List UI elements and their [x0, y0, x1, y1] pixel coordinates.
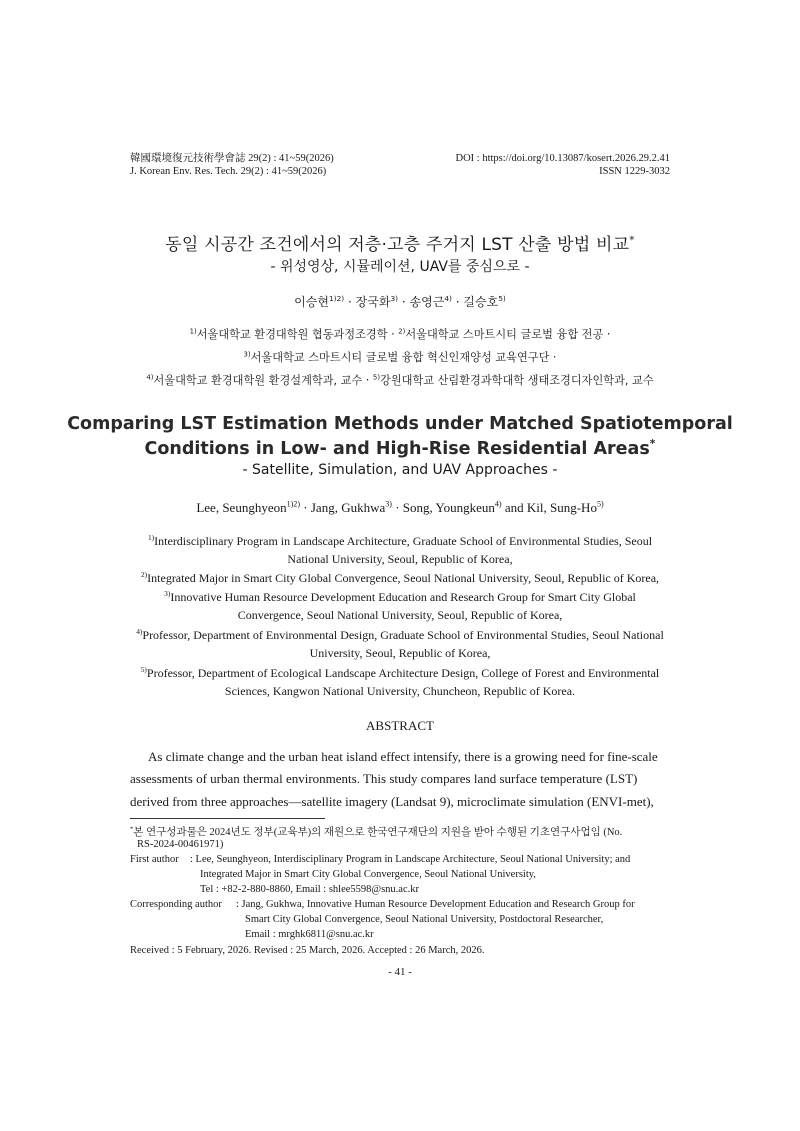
aff-sup: 1) [147, 533, 155, 542]
aff-text: Integrated Major in Smart City Global Convergence, Seoul National University, Seoul, Republic of Korea, [147, 571, 660, 585]
english-author-1-sup: 1)2) [286, 499, 301, 509]
aff-line: University, Seoul, Republic of Korea, [309, 646, 491, 660]
korean-author-4-sup: 5) [498, 294, 506, 303]
first-author-line-1: : Lee, Seunghyeon, Interdisciplinary Program in Landscape Architecture, Seoul National University; and [190, 854, 631, 865]
funding-mark: * [130, 825, 134, 833]
ko-aff-sup: 2) [398, 327, 406, 336]
korean-affiliation-line-1 [0, 326, 800, 342]
english-title-mark: * [649, 437, 656, 451]
english-author-4: Kil, Sung-Ho [526, 500, 597, 515]
aff-line: Sciences, Kangwon National University, Chuncheon, Republic of Korea. [224, 684, 576, 698]
english-author-sep: · [300, 500, 311, 515]
aff-line: Convergence, Seoul National University, Seoul, Republic of Korea, [237, 608, 563, 622]
aff-line [128, 588, 672, 606]
korean-author-sep: · [344, 295, 356, 309]
english-author-2: Jang, Gukhwa [310, 500, 386, 515]
korean-affiliation-line-2 [0, 349, 800, 365]
corresponding-author-line-2: Smart City Global Convergence, Seoul National University, Postdoctoral Researcher, [245, 914, 604, 925]
korean-author-3-sup: 4) [444, 294, 452, 303]
aff-sup: 3) [164, 589, 171, 598]
abstract-line-2: assessments of urban thermal environments. This study compares land surface temperature (LST) [130, 771, 638, 786]
funding-footnote-line-2: RS-2024-00461971) [137, 839, 224, 850]
korean-author-2: 장국화 [355, 295, 391, 309]
english-author-sep: and [501, 500, 527, 515]
aff-text: Professor, Department of Ecological Landscape Architecture Design, College of Forest and Environmental [146, 666, 660, 680]
corresponding-author-line-1: : Jang, Gukhwa, Innovative Human Resource Development Education and Research Group for [236, 899, 635, 910]
english-author-1: Lee, Seunghyeon [196, 500, 287, 515]
ko-aff-text: 강원대학교 산림환경과학대학 생태조경디자인학과, 교수 [380, 374, 654, 387]
journal-citation-english: J. Korean Env. Res. Tech. 29(2) : 41~59(2026) [130, 166, 327, 177]
english-affiliation-3 [128, 588, 672, 624]
abstract-heading: ABSTRACT [366, 718, 434, 733]
english-affiliation-5 [128, 664, 672, 700]
korean-author-2-sup: 3) [390, 294, 399, 303]
aff-line [128, 626, 672, 644]
journal-citation-korean: 韓國環境復元技術學會誌 29(2) : 41~59(2026) [130, 153, 334, 164]
issn-text: ISSN 1229-3032 [599, 166, 670, 177]
abstract-line-3: derived from three approaches—satellite imagery (Landsat 9), microclimate simulation (ENVI-met), [130, 794, 654, 809]
english-author-3: Song, Youngkeun [402, 500, 495, 515]
english-author-sep: · [391, 500, 403, 515]
english-authors [0, 500, 800, 516]
ko-aff-text: 서울대학교 스마트시티 글로벌 융합 전공 · [405, 328, 611, 341]
aff-line: National University, Seoul, Republic of Korea, [287, 552, 513, 566]
doi-text: DOI : https://doi.org/10.13087/kosert.2026.29.2.41 [455, 153, 670, 164]
english-author-3-sup: 4) [494, 499, 502, 509]
journal-citation [130, 152, 334, 178]
korean-author-sep: · [398, 295, 410, 309]
korean-author-4: 길승호 [463, 295, 499, 309]
funding-footnote-line-1 [130, 824, 622, 839]
ko-aff-text: 서울대학교 환경대학원 환경설계학과, 교수 · [153, 374, 373, 387]
ko-aff-sup: 5) [372, 373, 381, 382]
aff-text: Professor, Department of Environmental Design, Graduate School of Environmental Studies, Seoul National [142, 628, 664, 642]
korean-subtitle: - 위성영상, 시뮬레이션, UAV를 중심으로 - [270, 259, 530, 275]
korean-author-sep: · [451, 295, 464, 309]
english-title-line-1: Comparing LST Estimation Methods under Matched Spatiotemporal [67, 414, 733, 434]
ko-aff-text: 서울대학교 스마트시티 글로벌 융합 혁신인재양성 교육연구단 · [250, 351, 557, 364]
korean-title-text: 동일 시공간 조건에서의 저층·고층 주거지 LST 산출 방법 비교 [165, 235, 630, 255]
aff-sup: 5) [140, 665, 147, 674]
aff-sup: 2) [140, 570, 148, 579]
korean-authors [0, 293, 800, 310]
ko-aff-sup: 3) [243, 350, 251, 359]
first-author-label: First author [130, 854, 179, 865]
aff-text: Innovative Human Resource Development Education and Research Group for Smart City Global [170, 590, 636, 604]
korean-author-3: 송영근 [409, 295, 445, 309]
footnote-rule [130, 818, 325, 819]
aff-line [128, 664, 672, 682]
page-number: - 41 - [388, 966, 412, 978]
korean-affiliation-line-3 [0, 372, 800, 388]
aff-line [128, 532, 672, 550]
english-author-2-sup: 3) [385, 499, 392, 509]
ko-aff-sup: 1) [189, 327, 197, 336]
english-affiliation-4 [128, 626, 672, 662]
korean-author-1-sup: 1)2) [328, 294, 345, 303]
funding-text: 본 연구성과물은 2024년도 정부(교육부)의 재원으로 한국연구재단의 지원을 받아 수행된 기초연구사업임 (No. [133, 827, 623, 838]
english-affiliation-2 [120, 569, 680, 587]
corresponding-author-line-3: Email : mrghk6811@snu.ac.kr [245, 929, 374, 940]
first-author-line-3: Tel : +82-2-880-8860, Email : shlee5598@snu.ac.kr [200, 884, 419, 895]
english-author-4-sup: 5) [596, 499, 604, 509]
english-title-line-2 [0, 439, 800, 459]
first-author-line-2: Integrated Major in Smart City Global Convergence, Seoul National University, [200, 869, 536, 880]
aff-line [120, 569, 680, 587]
corresponding-author-label: Corresponding author [130, 899, 222, 910]
abstract-line-1: As climate change and the urban heat island effect intensify, there is a growing need for fine-scale [148, 749, 658, 764]
received-dates: Received : 5 February, 2026. Revised : 25 March, 2026. Accepted : 26 March, 2026. [130, 945, 485, 956]
journal-doi-issn [456, 152, 670, 178]
english-title-text: Conditions in Low- and High-Rise Residential Areas [144, 439, 650, 459]
korean-author-1: 이승현 [294, 295, 329, 309]
english-subtitle: - Satellite, Simulation, and UAV Approaches - [242, 462, 558, 478]
ko-aff-sup: 4) [146, 373, 154, 382]
aff-text: Interdisciplinary Program in Landscape Architecture, Graduate School of Environmental Studies, Seoul [154, 534, 653, 548]
korean-title-mark: * [629, 234, 635, 247]
ko-aff-text: 서울대학교 환경대학원 협동과정조경학 · [196, 328, 399, 341]
english-affiliation-1 [128, 532, 672, 568]
aff-sup: 4) [136, 627, 143, 636]
korean-title [0, 230, 800, 255]
